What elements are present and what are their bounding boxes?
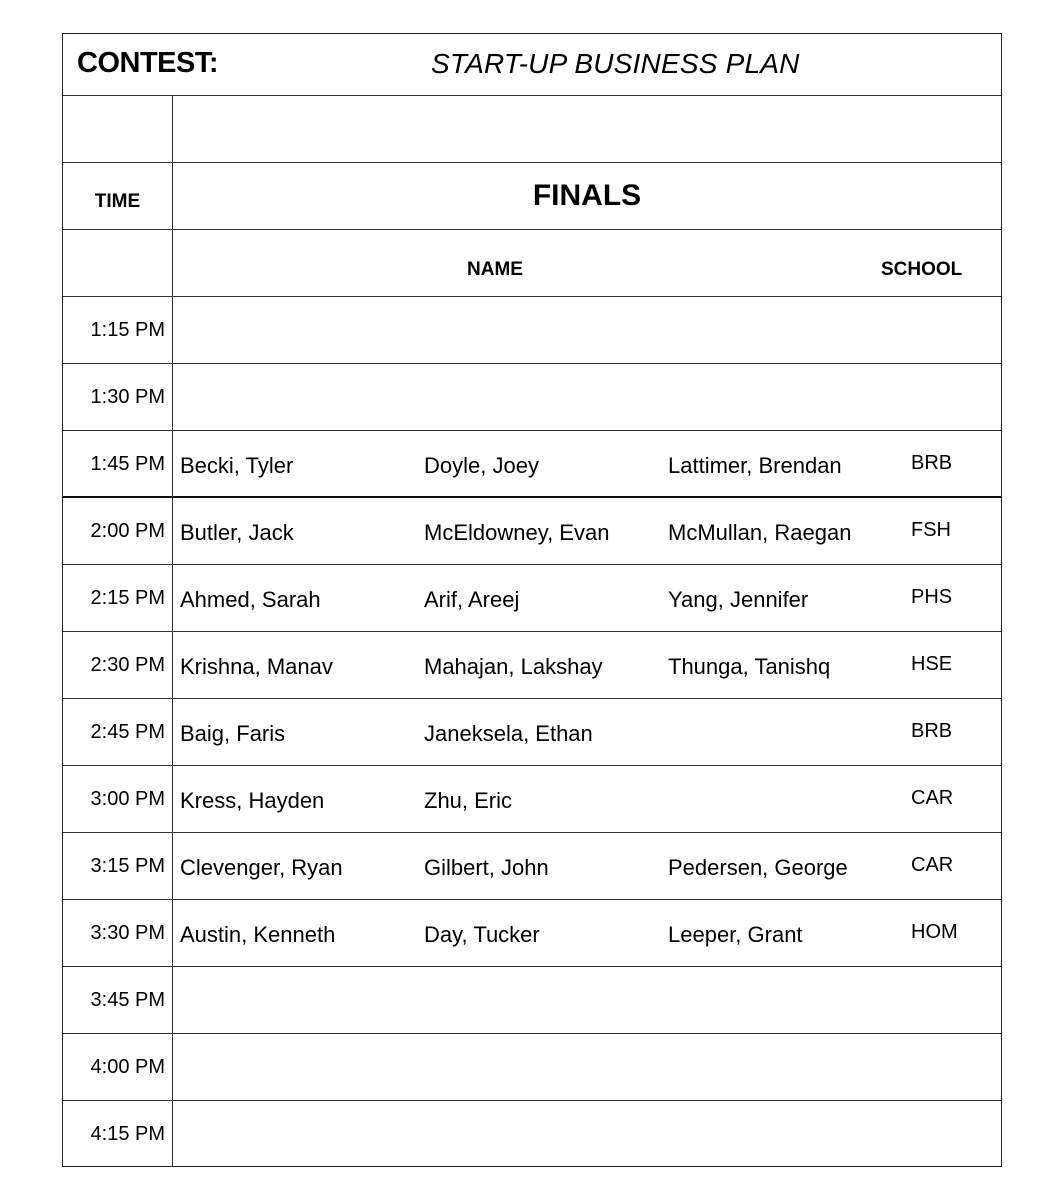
time-column-header: TIME [94,191,141,212]
participant-name: Becki, Tyler [180,453,294,478]
time-slot: 3:45 PM [90,989,165,1011]
table-row [63,1101,1001,1168]
participant-name: McEldowney, Evan [424,520,610,545]
time-slot: 1:45 PM [90,453,165,475]
participant-name: Arif, Areej [424,587,520,612]
school-code: PHS [911,586,953,608]
table-row [63,900,1001,967]
column-header-row [63,230,1001,297]
table-row [63,833,1001,900]
time-slot: 2:45 PM [90,721,165,743]
contest-label: CONTEST: [77,47,218,79]
school-code: FSH [911,519,951,541]
table-row [63,297,1001,364]
participant-name: Janeksela, Ethan [424,721,593,746]
table-row [63,364,1001,431]
time-slot: 2:15 PM [90,587,165,609]
contest-header-row [63,34,1001,96]
table-row [63,565,1001,632]
participant-name: Baig, Faris [180,721,286,746]
participant-name: Thunga, Tanishq [668,654,831,679]
participant-name: Kress, Hayden [180,788,325,813]
participant-name: Mahajan, Lakshay [424,654,603,679]
participant-name: Day, Tucker [424,922,540,947]
table-row [63,699,1001,766]
schedule-sheet [62,33,1002,1167]
time-slot: 3:30 PM [90,922,165,944]
time-slot: 2:00 PM [90,520,165,542]
participant-name: Krishna, Manav [180,654,333,679]
contest-title: START-UP BUSINESS PLAN [431,48,800,79]
table-row [63,632,1001,699]
round-title: FINALS [532,179,642,212]
participant-name: Leeper, Grant [668,922,803,947]
school-code: BRB [911,720,953,742]
school-code: CAR [911,854,954,876]
table-row [63,498,1001,565]
blank-row [63,96,1001,163]
participant-name: McMullan, Raegan [668,520,852,545]
school-code: HSE [911,653,953,675]
table-row [63,967,1001,1034]
table-row [63,766,1001,833]
participant-name: Doyle, Joey [424,453,539,478]
time-slot: 3:00 PM [90,788,165,810]
time-slot: 4:00 PM [90,1056,165,1078]
school-code: CAR [911,787,954,809]
school-code: HOM [911,921,958,943]
participant-name: Ahmed, Sarah [180,587,321,612]
participant-name: Austin, Kenneth [180,922,336,947]
time-slot: 1:30 PM [90,386,165,408]
table-row [63,1034,1001,1101]
participant-name: Pedersen, George [668,855,848,880]
school-column-header: SCHOOL [881,259,963,280]
table-row [63,431,1001,498]
time-slot: 2:30 PM [90,654,165,676]
name-column-header: NAME [467,259,523,280]
participant-name: Butler, Jack [180,520,294,545]
column-divider [172,95,173,1167]
time-slot: 3:15 PM [90,855,165,877]
participant-name: Zhu, Eric [424,788,513,813]
participant-name: Clevenger, Ryan [180,855,343,880]
round-header-row [63,163,1001,230]
time-slot: 1:15 PM [90,319,165,341]
participant-name: Yang, Jennifer [668,587,809,612]
participant-name: Gilbert, John [424,855,549,880]
time-slot: 4:15 PM [90,1123,165,1145]
participant-name: Lattimer, Brendan [668,453,842,478]
school-code: BRB [911,452,953,474]
